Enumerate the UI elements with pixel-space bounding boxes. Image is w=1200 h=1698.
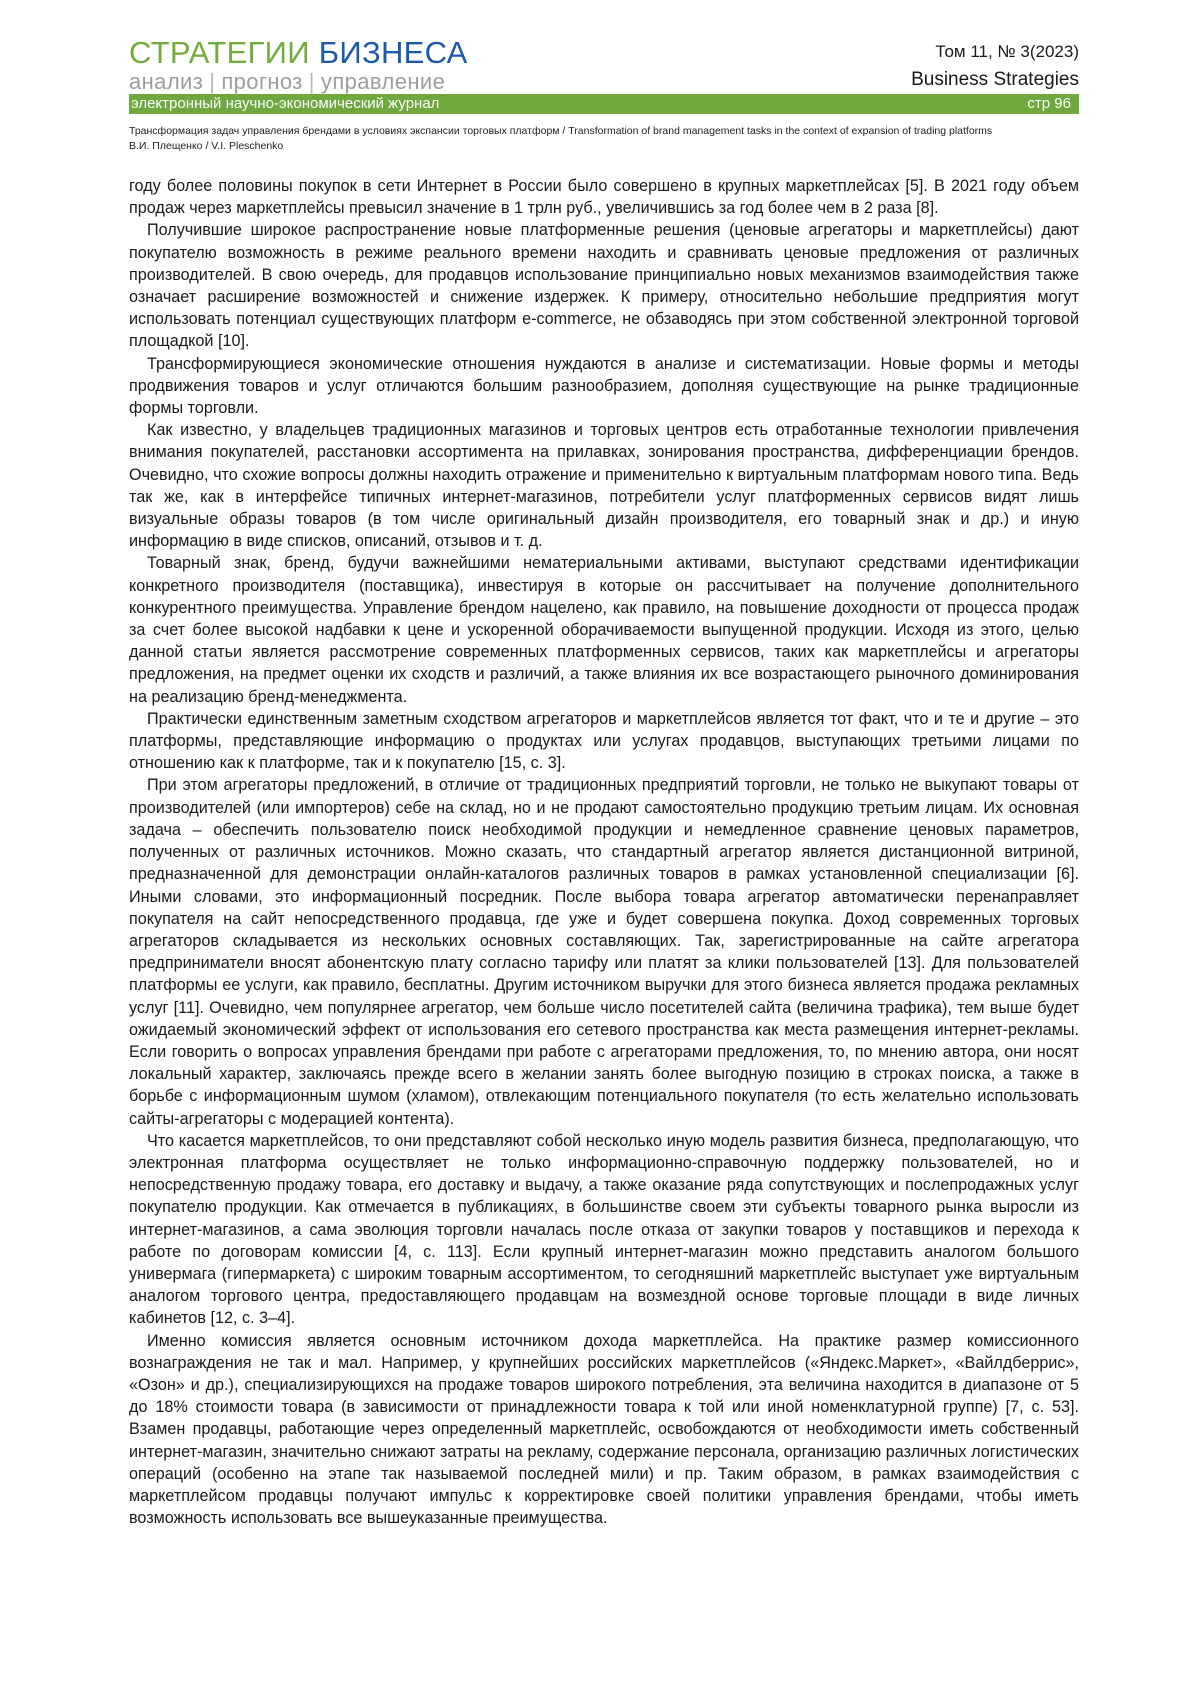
journal-title-part2: БИЗНЕСА xyxy=(318,35,468,70)
journal-bar xyxy=(129,94,1079,114)
paragraph: Трансформирующиеся экономические отношения нуждаются в анализе и систематизации. Новые формы и методы продвижения товаров и услуг отличаются большим разнообразием, дополняя существующие на рынке традиционные формы торговли. xyxy=(129,354,1079,418)
tagline-word: прогноз xyxy=(221,69,303,94)
paragraph: Получившие широкое распространение новые платформенные решения (ценовые агрегаторы и маркетплейсы) дают покупателю возможность в режиме реального времени находить и сравнивать ценовые предложения от различных производителей. В свою очередь, для продавцов использование принципиально новых механизмов взаимодействия также означает расширение возможностей и снижение издержек. К примеру, относительно небольшие предприятия могут использовать потенциал существующих платформ e-commerce, не обзаводясь при этом собственной электронной торговой площадкой [10]. xyxy=(129,221,1079,351)
tagline-separator: | xyxy=(308,69,315,94)
journal-name-en: Business Strategies xyxy=(911,69,1079,90)
article-title: Трансформация задач управления брендами в условиях экспансии торговых платформ / Transformation of brand management tasks in the context of expansion of trading platforms xyxy=(129,125,993,137)
journal-title xyxy=(129,36,468,70)
paragraph: Именно комиссия является основным источником дохода маркетплейса. На практике размер комиссионного вознаграждения не так и мал. Например, у крупнейших российских маркетплейсов («Яндекс.Маркет», «Вайлдберрис», «Озон» и др.), специализирующихся на продаже товаров широкого потребления, эта величина находится в диапазоне от 5 до 18% стоимости товара (в зависимости от принадлежности товара к той или иной номенклатурной группе) [7, с. 53]. Взамен продавцы, работающие через определенный маркетплейс, освобождаются от необходимости иметь собственный интернет-магазин, значительно снижают затраты на рекламу, содержание персонала, организацию различных логистических операций (особенно на этапе так называемой последней мили) и пр. Таким образом, в рамках взаимодействия с маркетплейсом продавцы получают импульс к корректировке своей политики управления брендами, чтобы иметь возможность использовать все вышеуказанные преимущества. xyxy=(129,1331,1079,1528)
tagline-word: управление xyxy=(320,69,446,94)
page-number: стр 96 xyxy=(1027,95,1071,112)
journal-subtitle: электронный научно-экономический журнал xyxy=(131,95,440,112)
paragraph: Что касается маркетплейсов, то они представляют собой несколько иную модель развития бизнеса, предполагающую, что электронная платформа осуществляет не только информационно-справочную поддержку пользователей, но и непосредственную продажу товара, его доставку и выдачу, а также оказание ряда сопутствующих и послепродажных услуг покупателю продукции. Как отмечается в публикациях, в большинстве своем эти субъекты товарного рынка выросли из интернет-магазинов, а сама эволюция торговли началась после отказа от закупки товаров у поставщиков и перехода к работе по договорам комиссии [4, с. 113]. Если крупный интернет-магазин можно представить аналогом большого универмага (гипермаркета) с широким товарным ассортиментом, то сегодняшний маркетплейс выступает уже виртуальным аналогом торгового центра, предоставляющего продавцам на возмездной основе торговые площади в виде личных кабинетов [12, с. 3–4]. xyxy=(129,1131,1079,1328)
tagline-separator: | xyxy=(209,69,216,94)
tagline-word: анализ xyxy=(129,69,204,94)
paragraph: Практически единственным заметным сходством агрегаторов и маркетплейсов является тот факт, что и те и другие – это платформы, представляющие информацию о продуктах или услугах продавцов, выступающих третьими лицами по отношению как к платформе, так и к покупателю [15, с. 3]. xyxy=(129,709,1079,773)
running-head xyxy=(129,124,1079,154)
volume-issue: Том 11, № 3(2023) xyxy=(935,42,1079,61)
paragraph: При этом агрегаторы предложений, в отличие от традиционных предприятий торговли, не только не выкупают товары от производителей (или импортеров) себе на склад, но и не продают самостоятельно продукцию третьим лицам. Их основная задача – обеспечить пользователю поиск необходимой продукции и немедленное сравнение ценовых параметров, полученных от различных источников. Можно сказать, что стандартный агрегатор является дистанционной витриной, предназначенной для демонстрации онлайн-каталогов различных товаров в рамках установленной специализации [6]. Иными словами, это информационный посредник. После выбора товара агрегатор автоматически перенаправляет покупателя на сайт непосредственного продавца, где уже и будет совершена покупка. Доход современных торговых агрегаторов складывается из нескольких основных составляющих. Так, зарегистрированные на сайте агрегатора предприниматели вносят абонентскую плату согласно тарифу или платят за клики пользователей [13]. Для пользователей платформы ее услуги, как правило, бесплатны. Другим источником выручки для этого бизнеса является продажа рекламных услуг [11]. Очевидно, чем популярнее агрегатор, чем больше число посетителей сайта (величина трафика), тем выше будет ожидаемый экономический эффект от использования его сетевого пространства как места размещения интернет-рекламы. Если говорить о вопросах управления брендами при работе с агрегаторами предложения, то, по мнению автора, они носят локальный характер, заключаясь прежде всего в желании занять более выгодную позицию в строках поиска, а также в борьбе с информационным шумом (хламом), отвлекающим потенциального покупателя (то есть желательно использовать сайты-агрегаторы с модерацией контента). xyxy=(129,776,1079,1128)
article-authors: В.И. Плещенко / V.I. Pleschenko xyxy=(129,140,284,152)
issue-info xyxy=(911,38,1079,94)
journal-title-part1: СТРАТЕГИИ xyxy=(129,35,310,70)
paragraph: Как известно, у владельцев традиционных магазинов и торговых центров есть отработанные технологии привлечения внимания покупателей, расстановки ассортимента на прилавках, зонирования пространства, дифференциации брендов. Очевидно, что схожие вопросы должны находить отражение и применительно к виртуальным платформам нового типа. Ведь так же, как в интерфейсе типичных интернет-магазинов, потребители услуг платформенных сервисов видят лишь визуальные образы товаров (в том числе оригинальный дизайн производителя, его товарный знак и др.) и иную информацию в виде списков, описаний, отзывов и т. д. xyxy=(129,421,1079,551)
paragraph: году более половины покупок в сети Интернет в России было совершено в крупных маркетплейсах [5]. В 2021 году объем продаж через маркетплейсы превысил значение в 1 трлн руб., увеличившись за год более чем в 2 раза [8]. xyxy=(129,177,1079,218)
article-body xyxy=(129,175,1079,1529)
journal-tagline xyxy=(129,70,468,94)
paragraph: Товарный знак, бренд, будучи важнейшими нематериальными активами, выступают средствами идентификации конкретного производителя (поставщика), инвестируя в которые он рассчитывает на получение дополнительного конкурентного преимущества. Управление брендом нацелено, как правило, на повышение доходности от процесса продаж за счет более высокой надбавки к цене и ускоренной оборачиваемости выпущенной продукции. Исходя из этого, целью данной статьи является рассмотрение современных платформенных сервисов, таких как маркетплейсы и агрегаторы предложения, на предмет оценки их сходств и различий, а также влияния их все возрастающего рыночного доминирования на реализацию бренд-менеджмента. xyxy=(129,554,1079,706)
journal-logo xyxy=(129,36,468,94)
